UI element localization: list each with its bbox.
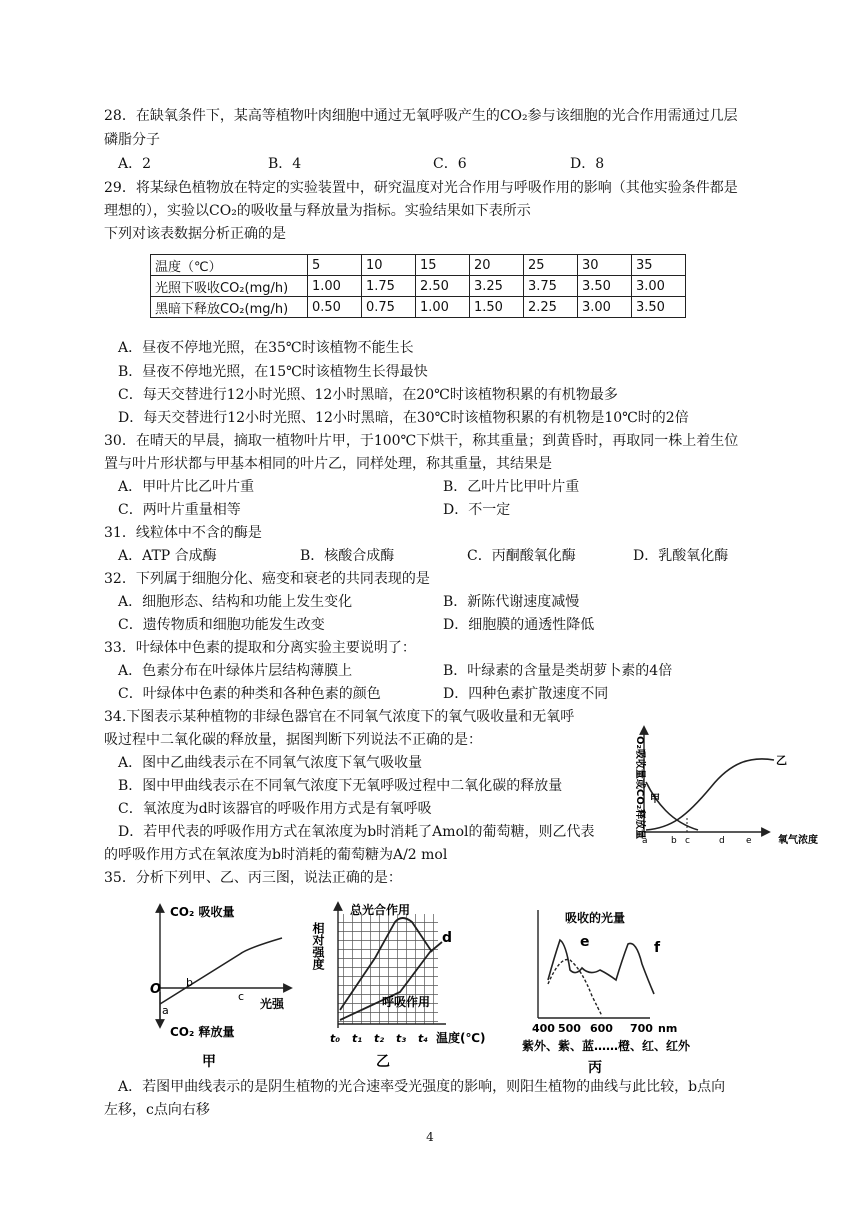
label-absorbed-light: 吸收的光量 <box>565 911 626 925</box>
label-total-photosynthesis: 总光合作用 <box>350 903 411 917</box>
label-f: f <box>654 940 661 956</box>
table-cell: 2.25 <box>524 297 578 318</box>
q28-option-b: B．4 <box>268 156 302 172</box>
table-cell: 1.75 <box>362 276 416 297</box>
curve-jia-label: 甲 <box>650 794 660 805</box>
label-c: c <box>238 990 245 1003</box>
q35-figures <box>150 900 710 1078</box>
q30-stem-1: 30．在晴天的早晨，摘取一植物叶片甲，于100℃下烘干，称其重量；到黄昏时，再取同一株上着生位 <box>104 433 739 449</box>
q28-option-a: A．2 <box>118 156 152 172</box>
label-d: d <box>442 930 453 946</box>
q28-option-d: D．8 <box>570 156 605 172</box>
table-cell: 3.00 <box>632 276 686 297</box>
tick-t0: t₀ <box>330 1032 341 1045</box>
tick-a: a <box>642 836 648 846</box>
caption-yi: 乙 <box>376 1054 390 1070</box>
q29-option-d: D．每天交替进行12小时光照、12小时黑暗，在30℃时该植物积累的有机物是10℃时的2倍 <box>118 410 689 426</box>
table-cell: 黑暗下释放CO₂(mg/h) <box>151 297 308 318</box>
q33-option-d: D．四种色素扩散速度不同 <box>443 686 609 702</box>
table-cell: 光照下吸收CO₂(mg/h) <box>151 276 308 297</box>
label-co2-release: CO₂ 释放量 <box>170 1025 235 1039</box>
curve-yi-label: 乙 <box>776 754 787 767</box>
q31-option-a: A．ATP 合成酶 <box>118 548 217 564</box>
q31-option-c: C．丙酮酸氧化酶 <box>467 548 576 564</box>
tick-500: 500 <box>558 1022 581 1035</box>
table-cell: 3.75 <box>524 276 578 297</box>
table-cell: 35 <box>632 255 686 276</box>
tick-b: b <box>671 836 677 846</box>
q29-option-b: B．昼夜不停地光照，在15℃时该植物生长得最快 <box>118 364 428 380</box>
label-b: b <box>186 976 193 989</box>
tick-d: d <box>719 836 725 846</box>
label-temperature: 温度(℃) <box>436 1031 486 1045</box>
q29-stem-3: 下列对该表数据分析正确的是 <box>104 226 286 242</box>
table-cell: 20 <box>470 255 524 276</box>
q34-option-c: C．氧浓度为d时该器官的呼吸作用方式是有氧呼吸 <box>118 801 432 817</box>
q34-stem-2: 吸过程中二氧化碳的释放量，据图判断下列说法不正确的是： <box>104 732 482 748</box>
tick-t2: t₂ <box>374 1032 385 1045</box>
q34-stem-1: 34.下图表示某种植物的非绿色器官在不同氧气浓度下的氧气吸收量和无氧呼 <box>104 709 575 725</box>
q29-stem-1: 29．将某绿色植物放在特定的实验装置中，研究温度对光合作用与呼吸作用的影响（其他实验条件都是 <box>104 180 738 196</box>
q34-option-a: A．图中乙曲线表示在不同氧气浓度下氧气吸收量 <box>118 755 423 771</box>
tick-c: c <box>685 836 690 846</box>
tick-nm: nm <box>658 1022 678 1035</box>
q30-option-a: A．甲叶片比乙叶片重 <box>118 479 255 495</box>
q28-stem-2: 磷脂分子 <box>104 132 160 148</box>
table-cell: 1.50 <box>470 297 524 318</box>
curve-f <box>548 940 654 994</box>
label-co2-uptake: CO₂ 吸收量 <box>170 905 235 919</box>
q33-stem: 33．叶绿体中色素的提取和分离实验主要说明了： <box>104 640 416 656</box>
q29-data-table <box>150 254 686 318</box>
table-cell: 30 <box>578 255 632 276</box>
page-number: 4 <box>426 1130 434 1144</box>
label-spectrum-bands: 紫外、紫、蓝……橙、红、红外 <box>522 1039 691 1053</box>
q35-stem: 35．分析下列甲、乙、丙三图，说法正确的是： <box>104 870 402 886</box>
label-light: 光强 <box>260 997 285 1011</box>
q29-option-c: C．每天交替进行12小时光照、12小时黑暗，在20℃时该植物积累的有机物最多 <box>118 387 618 403</box>
q28-stem-1: 28．在缺氧条件下，某高等植物叶肉细胞中通过无氧呼吸产生的CO₂参与该细胞的光合作用需通过几层 <box>104 108 738 124</box>
q30-option-c: C．两叶片重量相等 <box>118 502 241 518</box>
table-cell: 3.25 <box>470 276 524 297</box>
q33-option-c: C．叶绿体中色素的种类和各种色素的颜色 <box>118 686 381 702</box>
table-cell: 3.00 <box>578 297 632 318</box>
q30-option-d: D．不一定 <box>443 502 511 518</box>
label-origin: O <box>150 982 162 997</box>
tick-600: 600 <box>590 1022 613 1035</box>
q35-option-a-1: A．若图甲曲线表示的是阴生植物的光合速率受光强度的影响，则阳生植物的曲线与此比较，b点向 <box>118 1079 726 1095</box>
label-a: a <box>162 1004 169 1017</box>
table-cell: 0.75 <box>362 297 416 318</box>
label-e: e <box>580 934 590 950</box>
q30-option-b: B．乙叶片比甲叶片重 <box>443 479 580 495</box>
table-cell: 0.50 <box>308 297 362 318</box>
q35-option-a-2: 左移，c点向右移 <box>104 1102 210 1118</box>
tick-e: e <box>746 836 752 846</box>
curve-yi <box>646 759 774 830</box>
q29-option-a: A．昼夜不停地光照，在35℃时该植物不能生长 <box>118 340 414 356</box>
table-cell: 15 <box>416 255 470 276</box>
tick-t1: t₁ <box>352 1032 363 1045</box>
q34-option-d: D．若甲代表的呼吸作用方式在氧浓度为b时消耗了Amol的葡萄糖，则乙代表 <box>118 824 595 840</box>
table-cell: 5 <box>308 255 362 276</box>
label-relative-intensity: 相对强度 <box>311 922 325 970</box>
q30-stem-2: 置与叶片形状都与甲基本相同的叶片乙，同样处理，称其重量，其结果是 <box>104 456 552 472</box>
figure-bing <box>522 910 691 1076</box>
q33-option-a: A．色素分布在叶绿体片层结构薄膜上 <box>118 663 353 679</box>
x-axis-label: 氧气浓度 <box>778 835 818 846</box>
caption-jia: 甲 <box>202 1054 216 1070</box>
q32-option-b: B．新陈代谢速度减慢 <box>443 594 580 610</box>
curve-e <box>548 960 602 1017</box>
q31-stem: 31．线粒体中不含的酶是 <box>104 525 262 541</box>
table-row <box>151 276 686 297</box>
q32-stem: 32．下列属于细胞分化、癌变和衰老的共同表现的是 <box>104 571 430 587</box>
table-row <box>151 255 686 276</box>
tick-t4: t₄ <box>418 1032 429 1045</box>
table-cell: 25 <box>524 255 578 276</box>
curve-jia <box>160 938 282 1004</box>
table-cell: 3.50 <box>578 276 632 297</box>
q31-option-d: D．乳酸氧化酶 <box>633 548 729 564</box>
q32-option-c: C．遗传物质和细胞功能发生改变 <box>118 617 325 633</box>
tick-700: 700 <box>630 1022 653 1035</box>
q32-option-d: D．细胞膜的通透性降低 <box>443 617 595 633</box>
tick-400: 400 <box>532 1022 555 1035</box>
q32-option-a: A．细胞形态、结构和功能上发生变化 <box>118 594 353 610</box>
table-cell: 3.50 <box>632 297 686 318</box>
q29-stem-2: 理想的），实验以CO₂的吸收量与释放量为指标。实验结果如下表所示 <box>104 203 531 219</box>
table-row <box>151 297 686 318</box>
caption-bing: 丙 <box>588 1060 602 1076</box>
q34-figure <box>626 722 836 852</box>
figure-jia <box>150 904 288 1070</box>
table-cell: 1.00 <box>308 276 362 297</box>
y-axis-label: O₂吸收量或CO₂释放量 <box>634 736 645 840</box>
q31-option-b: B．核酸合成酶 <box>300 548 395 564</box>
tick-t3: t₃ <box>396 1032 407 1045</box>
q34-option-d-continued: 的呼吸作用方式在氧浓度为b时消耗的葡萄糖为A/2 mol <box>104 847 448 863</box>
label-respiration: 呼吸作用 <box>382 995 431 1009</box>
table-cell: 1.00 <box>416 297 470 318</box>
table-cell: 2.50 <box>416 276 470 297</box>
table-cell: 10 <box>362 255 416 276</box>
q28-option-c: C．6 <box>433 156 467 172</box>
table-cell: 温度（℃） <box>151 255 308 276</box>
q33-option-b: B．叶绿素的含量是类胡萝卜素的4倍 <box>443 663 673 679</box>
q34-option-b: B．图中甲曲线表示在不同氧气浓度下无氧呼吸过程中二氧化碳的释放量 <box>118 778 563 794</box>
figure-yi <box>311 902 486 1070</box>
